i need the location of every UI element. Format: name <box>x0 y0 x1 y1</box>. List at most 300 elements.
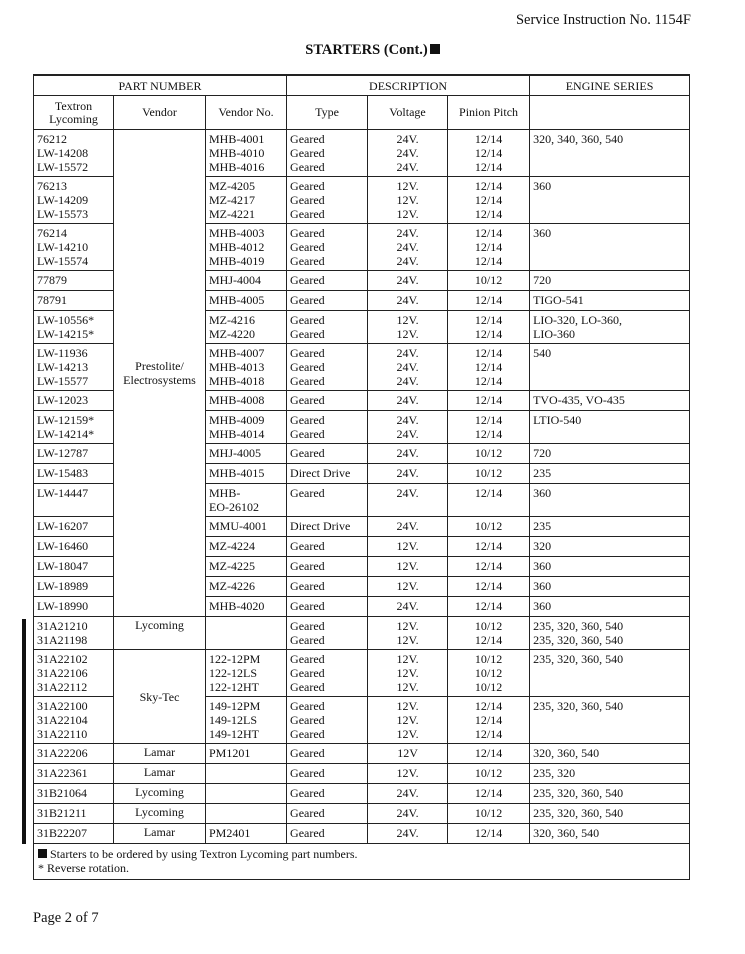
voltage-line: 12V. <box>396 666 419 680</box>
cell-vendor-no <box>206 411 287 444</box>
vendor-no-line: MZ-4217 <box>209 193 255 207</box>
cell-voltage <box>368 291 448 311</box>
cell-voltage <box>368 764 448 784</box>
part-line: 31A21210 <box>37 619 88 633</box>
part-line: 31B22207 <box>37 826 88 840</box>
cell-voltage <box>368 650 448 697</box>
vendor-no-line: MHB-4001 <box>209 132 265 146</box>
part-line: 31A22100 <box>37 699 88 713</box>
type-line: Geared <box>290 633 325 647</box>
cell-part <box>34 597 114 617</box>
cell-pinion <box>448 617 530 650</box>
cell-vendor-no <box>206 744 287 764</box>
voltage-line: 24V. <box>396 519 419 533</box>
cell-pinion <box>448 271 530 291</box>
part-line: LW-16460 <box>37 539 89 553</box>
part-line: 76214 <box>37 226 67 240</box>
part-line: LW-14208 <box>37 146 89 160</box>
type-line: Geared <box>290 179 325 193</box>
cell-voltage <box>368 130 448 177</box>
series-line: 235, 320, 360, 540 <box>533 652 624 666</box>
series-line: 360 <box>533 599 552 613</box>
cell-part <box>34 311 114 344</box>
pinion-line: 12/14 <box>474 179 503 193</box>
starters-table-body <box>34 130 690 844</box>
cell-series <box>530 464 690 484</box>
cell-series <box>530 537 690 557</box>
part-line: LW-18990 <box>37 599 89 613</box>
table-row <box>34 617 690 650</box>
voltage-line: 12V. <box>396 633 419 647</box>
cell-part <box>34 177 114 224</box>
cell-series <box>530 784 690 804</box>
cell-voltage <box>368 697 448 744</box>
series-line: 235, 320, 360, 540 <box>533 619 624 633</box>
footnote-order-text: Starters to be ordered by using Textron Lycoming part numbers. <box>50 847 358 861</box>
voltage-line: 24V. <box>396 226 419 240</box>
cell-vendor-no <box>206 650 287 697</box>
series-line: TIGO-541 <box>533 293 584 307</box>
vendor-no-line: 122-12HT <box>209 680 259 694</box>
series-line: 720 <box>533 273 552 287</box>
cell-type <box>287 537 368 557</box>
cell-voltage <box>368 224 448 271</box>
cell-part <box>34 804 114 824</box>
page-title-text: STARTERS (Cont.) <box>305 42 428 58</box>
vendor-no-line: MMU-4001 <box>209 519 268 533</box>
pinion-line: 12/14 <box>474 633 503 647</box>
type-line: Geared <box>290 559 325 573</box>
part-line: LW-14214* <box>37 427 95 441</box>
voltage-line: 12V. <box>396 579 419 593</box>
cell-type <box>287 444 368 464</box>
cell-series <box>530 597 690 617</box>
cell-part <box>34 291 114 311</box>
cell-type <box>287 517 368 537</box>
cell-part <box>34 537 114 557</box>
voltage-line: 24V. <box>396 360 419 374</box>
cell-series <box>530 311 690 344</box>
vendor-no-line: MHB-4009 <box>209 413 265 427</box>
cell-vendor-no <box>206 271 287 291</box>
pinion-line: 10/12 <box>474 446 503 460</box>
part-line: LW-15574 <box>37 254 89 268</box>
type-line: Geared <box>290 727 325 741</box>
series-line: TVO-435, VO-435 <box>533 393 625 407</box>
cell-voltage <box>368 617 448 650</box>
part-line: LW-10556* <box>37 313 95 327</box>
cell-vendor-no <box>206 517 287 537</box>
part-line: LW-15573 <box>37 207 89 221</box>
table-row <box>34 804 690 824</box>
type-line: Geared <box>290 746 325 760</box>
type-line: Geared <box>290 160 325 174</box>
vendor-no-line: PM2401 <box>209 826 251 840</box>
cell-type <box>287 697 368 744</box>
vendor-no-line: MHB- <box>209 486 241 500</box>
cell-voltage <box>368 444 448 464</box>
voltage-line: 12V. <box>396 652 419 666</box>
table-row <box>34 744 690 764</box>
cell-pinion <box>448 311 530 344</box>
pinion-line: 12/14 <box>474 193 503 207</box>
type-line: Geared <box>290 599 325 613</box>
type-line: Geared <box>290 826 325 840</box>
voltage-line: 24V. <box>396 346 419 360</box>
cell-series <box>530 577 690 597</box>
cell-vendor-no <box>206 177 287 224</box>
part-line: 31A22110 <box>37 727 88 741</box>
cell-vendor-no <box>206 784 287 804</box>
starters-table <box>33 74 690 880</box>
cell-vendor-no <box>206 291 287 311</box>
cell-voltage <box>368 824 448 844</box>
cell-part <box>34 557 114 577</box>
series-line: 540 <box>533 346 552 360</box>
series-line: 360 <box>533 486 552 500</box>
part-line: 31B21064 <box>37 786 88 800</box>
type-line: Geared <box>290 193 325 207</box>
header-part-number: PART NUMBER <box>34 75 287 96</box>
part-line: 31A22361 <box>37 766 88 780</box>
type-line: Geared <box>290 680 325 694</box>
pinion-line: 12/14 <box>474 393 503 407</box>
pinion-line: 10/12 <box>474 519 503 533</box>
cell-vendor-no <box>206 617 287 650</box>
cell-series <box>530 344 690 391</box>
cell-vendor-no <box>206 537 287 557</box>
cell-type <box>287 177 368 224</box>
cell-voltage <box>368 804 448 824</box>
cell-vendor: Lycoming <box>114 617 206 650</box>
cell-pinion <box>448 537 530 557</box>
cell-vendor-no <box>206 824 287 844</box>
footnote-order <box>38 847 683 861</box>
cell-part <box>34 444 114 464</box>
pinion-line: 12/14 <box>474 713 503 727</box>
cell-pinion <box>448 824 530 844</box>
cell-type <box>287 784 368 804</box>
pinion-line: 12/14 <box>474 132 503 146</box>
cell-vendor: Lamar <box>114 824 206 844</box>
cell-part <box>34 391 114 411</box>
voltage-line: 12V. <box>396 327 419 341</box>
part-line: LW-18989 <box>37 579 89 593</box>
type-line: Direct Drive <box>290 466 351 480</box>
cell-pinion <box>448 517 530 537</box>
cell-voltage <box>368 271 448 291</box>
series-line: 320, 340, 360, 540 <box>533 132 624 146</box>
type-line: Geared <box>290 619 325 633</box>
pinion-line: 12/14 <box>474 699 503 713</box>
cell-pinion <box>448 464 530 484</box>
type-line: Geared <box>290 254 325 268</box>
cell-vendor: Lycoming <box>114 804 206 824</box>
voltage-line: 24V. <box>396 293 419 307</box>
cell-type <box>287 617 368 650</box>
type-line: Geared <box>290 486 325 500</box>
voltage-line: 12V. <box>396 193 419 207</box>
col-textron-lycoming: Textron Lycoming <box>34 96 114 130</box>
cell-pinion <box>448 411 530 444</box>
table-row <box>34 650 690 697</box>
cell-part <box>34 577 114 597</box>
cell-voltage <box>368 411 448 444</box>
cell-voltage <box>368 744 448 764</box>
voltage-line: 12V. <box>396 713 419 727</box>
vendor-no-line: 149-12HT <box>209 727 259 741</box>
type-line: Geared <box>290 240 325 254</box>
cell-vendor-no <box>206 557 287 577</box>
part-line: 76213 <box>37 179 67 193</box>
pinion-line: 12/14 <box>474 293 503 307</box>
vendor-no-line: MHB-4007 <box>209 346 265 360</box>
cell-vendor-no <box>206 130 287 177</box>
cell-vendor: Prestolite/ Electrosystems <box>114 130 206 617</box>
vendor-no-line: MZ-4220 <box>209 327 255 341</box>
cell-pinion <box>448 130 530 177</box>
vendor-no-line: MHB-4008 <box>209 393 265 407</box>
type-line: Geared <box>290 132 325 146</box>
cell-part <box>34 464 114 484</box>
part-line: 31A22112 <box>37 680 88 694</box>
type-line: Geared <box>290 346 325 360</box>
part-line: LW-14213 <box>37 360 89 374</box>
part-line: LW-15483 <box>37 466 89 480</box>
header-engine-series: ENGINE SERIES <box>530 75 690 96</box>
voltage-line: 12V. <box>396 699 419 713</box>
vendor-no-line: MHB-4015 <box>209 466 265 480</box>
voltage-line: 24V. <box>396 240 419 254</box>
cell-series <box>530 484 690 517</box>
pinion-line: 12/14 <box>474 313 503 327</box>
cell-vendor-no <box>206 484 287 517</box>
cell-pinion <box>448 597 530 617</box>
type-line: Geared <box>290 146 325 160</box>
page-number: Page 2 of 7 <box>33 910 99 926</box>
pinion-line: 12/14 <box>474 346 503 360</box>
cell-type <box>287 391 368 411</box>
part-line: 78791 <box>37 293 67 307</box>
voltage-line: 24V. <box>396 393 419 407</box>
voltage-line: 24V. <box>396 446 419 460</box>
series-line: 320, 360, 540 <box>533 826 600 840</box>
part-line: 76212 <box>37 132 67 146</box>
part-line: 31A22104 <box>37 713 88 727</box>
vendor-no-line: MHB-4014 <box>209 427 265 441</box>
change-bar <box>22 619 26 844</box>
vendor-no-line: MZ-4221 <box>209 207 255 221</box>
cell-pinion <box>448 697 530 744</box>
series-line: 235, 320, 360, 540 <box>533 806 624 820</box>
type-line: Geared <box>290 226 325 240</box>
vendor-no-line: MHB-4019 <box>209 254 265 268</box>
vendor-no-line: MHB-4003 <box>209 226 265 240</box>
type-line: Geared <box>290 393 325 407</box>
part-line: 31B21211 <box>37 806 87 820</box>
cell-vendor-no <box>206 804 287 824</box>
type-line: Geared <box>290 699 325 713</box>
part-line: LW-16207 <box>37 519 89 533</box>
part-line: 31A22106 <box>37 666 88 680</box>
cell-pinion <box>448 577 530 597</box>
cell-type <box>287 224 368 271</box>
type-line: Geared <box>290 446 325 460</box>
type-line: Geared <box>290 313 325 327</box>
part-line: LW-15577 <box>37 374 89 388</box>
part-line: LW-12787 <box>37 446 89 460</box>
table-row <box>34 130 690 177</box>
cell-pinion <box>448 391 530 411</box>
cell-type <box>287 577 368 597</box>
cell-part <box>34 344 114 391</box>
pinion-line: 12/14 <box>474 413 503 427</box>
series-line: 720 <box>533 446 552 460</box>
cell-type <box>287 130 368 177</box>
voltage-line: 24V. <box>396 599 419 613</box>
cell-part <box>34 617 114 650</box>
cell-type <box>287 597 368 617</box>
pinion-line: 12/14 <box>474 599 503 613</box>
cell-series <box>530 650 690 697</box>
pinion-line: 12/14 <box>474 826 503 840</box>
vendor-no-line: MHB-4005 <box>209 293 265 307</box>
type-line: Geared <box>290 806 325 820</box>
cell-part <box>34 411 114 444</box>
pinion-line: 12/14 <box>474 427 503 441</box>
type-line: Geared <box>290 207 325 221</box>
pinion-line: 12/14 <box>474 160 503 174</box>
vendor-no-line: 122-12LS <box>209 666 257 680</box>
pinion-line: 12/14 <box>474 374 503 388</box>
cell-voltage <box>368 344 448 391</box>
pinion-line: 12/14 <box>474 786 503 800</box>
col-voltage: Voltage <box>368 96 448 130</box>
type-line: Geared <box>290 427 325 441</box>
cell-vendor-no <box>206 764 287 784</box>
type-line: Geared <box>290 360 325 374</box>
voltage-line: 12V. <box>396 559 419 573</box>
table-row <box>34 824 690 844</box>
part-line: LW-14215* <box>37 327 95 341</box>
table-row <box>34 764 690 784</box>
service-instruction-number: Service Instruction No. 1154F <box>515 12 691 28</box>
cell-voltage <box>368 464 448 484</box>
cell-series <box>530 444 690 464</box>
col-vendor-no: Vendor No. <box>206 96 287 130</box>
voltage-line: 24V. <box>396 826 419 840</box>
type-line: Geared <box>290 273 325 287</box>
series-line: 360 <box>533 559 552 573</box>
series-line: LTIO-540 <box>533 413 582 427</box>
voltage-line: 12V. <box>396 207 419 221</box>
vendor-no-line: MHJ-4004 <box>209 273 262 287</box>
cell-pinion <box>448 804 530 824</box>
type-line: Geared <box>290 579 325 593</box>
cell-part <box>34 224 114 271</box>
type-line: Geared <box>290 539 325 553</box>
type-line: Direct Drive <box>290 519 351 533</box>
cell-pinion <box>448 557 530 577</box>
cell-pinion <box>448 224 530 271</box>
voltage-line: 24V. <box>396 786 419 800</box>
cell-pinion <box>448 784 530 804</box>
voltage-line: 24V. <box>396 374 419 388</box>
cell-part <box>34 650 114 697</box>
cell-pinion <box>448 291 530 311</box>
type-line: Geared <box>290 766 325 780</box>
voltage-line: 24V. <box>396 413 419 427</box>
pinion-line: 12/14 <box>474 146 503 160</box>
cell-vendor-no <box>206 444 287 464</box>
vendor-no-line: MZ-4216 <box>209 313 255 327</box>
cell-pinion <box>448 344 530 391</box>
pinion-line: 12/14 <box>474 727 503 741</box>
pinion-line: 12/14 <box>474 539 503 553</box>
cell-series <box>530 824 690 844</box>
series-line: 360 <box>533 179 552 193</box>
series-line: 235, 320, 360, 540 <box>533 633 624 647</box>
vendor-no-line: MHB-4010 <box>209 146 265 160</box>
vendor-no-line: 149-12PM <box>209 699 261 713</box>
voltage-line: 12V. <box>396 313 419 327</box>
voltage-line: 24V. <box>396 160 419 174</box>
cell-series <box>530 744 690 764</box>
vendor-no-line: MHB-4013 <box>209 360 265 374</box>
part-line: LW-15572 <box>37 160 89 174</box>
cell-series <box>530 557 690 577</box>
cell-vendor: Lamar <box>114 764 206 784</box>
vendor-no-line: MHB-4018 <box>209 374 265 388</box>
cell-type <box>287 411 368 444</box>
footnote-reverse: * Reverse rotation. <box>38 861 129 875</box>
cell-part <box>34 517 114 537</box>
voltage-line: 12V. <box>396 766 419 780</box>
cell-type <box>287 764 368 784</box>
vendor-no-line: EO-26102 <box>209 500 259 514</box>
pinion-line: 12/14 <box>474 486 503 500</box>
col-type: Type <box>287 96 368 130</box>
cell-series <box>530 130 690 177</box>
pinion-line: 12/14 <box>474 254 503 268</box>
cell-part <box>34 697 114 744</box>
type-line: Geared <box>290 413 325 427</box>
series-line: 235 <box>533 519 552 533</box>
pinion-line: 10/12 <box>474 806 503 820</box>
square-marker-icon <box>430 44 440 54</box>
pinion-line: 12/14 <box>474 207 503 221</box>
voltage-line: 24V. <box>396 486 419 500</box>
voltage-line: 12V. <box>396 619 419 633</box>
col-engine-series-blank <box>530 96 690 130</box>
cell-vendor-no <box>206 697 287 744</box>
cell-type <box>287 484 368 517</box>
pinion-line: 10/12 <box>474 273 503 287</box>
cell-vendor-no <box>206 597 287 617</box>
vendor-no-line: 122-12PM <box>209 652 261 666</box>
voltage-line: 12V <box>397 746 418 760</box>
footnotes <box>34 844 690 880</box>
cell-pinion <box>448 444 530 464</box>
part-line: 77879 <box>37 273 67 287</box>
series-line: LIO-320, LO-360, <box>533 313 623 327</box>
voltage-line: 24V. <box>396 806 419 820</box>
cell-vendor: Lamar <box>114 744 206 764</box>
cell-type <box>287 557 368 577</box>
cell-series <box>530 517 690 537</box>
page-title <box>0 42 745 59</box>
type-line: Geared <box>290 293 325 307</box>
